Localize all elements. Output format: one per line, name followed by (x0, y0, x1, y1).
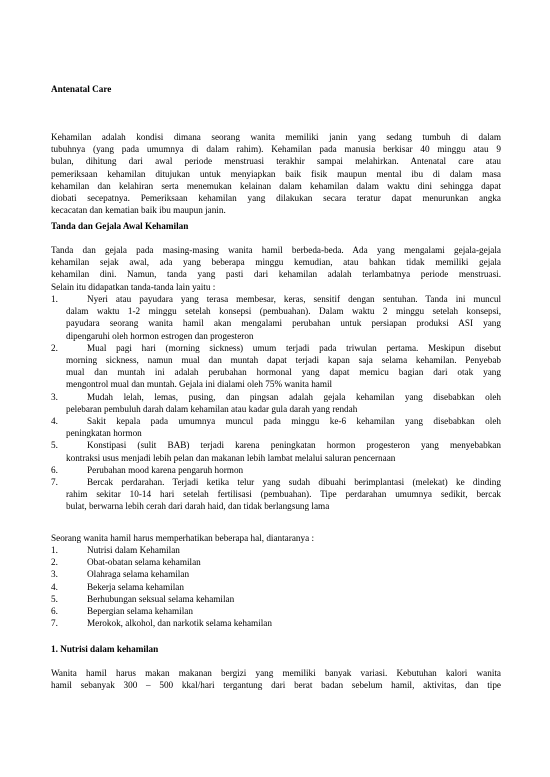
signs-intro-line: Selain itu didapatkan tanda-tanda lain yaitu : (51, 281, 216, 292)
list-number: 3. (51, 569, 58, 580)
list-number: 1. (51, 294, 58, 304)
list-number: 5. (51, 440, 58, 451)
list-item-text: Perubahan mood karena pengaruh hormon (87, 464, 244, 475)
list-item-text: Merokok, alkohol, dan narkotik selama kehamilan (87, 618, 272, 629)
intro-line: bulan, dihitung dari awal periode menstruasi terakhir sampai melahirkan. Antenatal care atau (51, 156, 501, 167)
list-item-text: Mudah lelah, lemas, pusing, dan pingsan adalah gejala kehamilan yang disebabkan oleh (87, 391, 501, 402)
list-item-text: Bepergian selama kehamilan (87, 606, 193, 616)
list-item-text: rahim sekitar 10-14 hari setelah fertilisasi (pembuahan). Tipe perdarahan umumnya sedikit, bercak (66, 489, 501, 500)
list-item-text: payudara seorang wanita hamil akan mengalami perubahan untuk persiapan produksi ASI yang (66, 318, 501, 329)
list-item-text: Bekerja selama kehamilan (87, 581, 184, 592)
list-number: 1. (51, 545, 58, 555)
list-item-text: Olahraga selama kehamilan (87, 569, 190, 580)
intro-line: pemeriksaan kehamilan ditujukan untuk menyiapkan baik fisik maupun mental ibu di dalam masa (51, 168, 501, 179)
list-item-text: Bercak perdarahan. Terjadi ketika telur yang sudah dibuahi berimplantasi (melekat) ke dinding (87, 477, 501, 487)
document-title: Antenatal Care (51, 84, 112, 94)
list-item-text: pelebaran pembuluh darah dalam kehamilan atau kadar gula darah yang rendah (66, 403, 358, 414)
list-item-text: dalam waktu 1-2 minggu setelah konsepsi (pembuahan). Dalam waktu 2 minggu setelah konsepsi, (66, 306, 501, 317)
signs-intro-line: kehamilan sejak awal, ada yang beberapa minggu kemudian, atau bahkan tidak memiliki gejala (51, 257, 501, 268)
intro-line: tubuhnya (yang pada umumnya di dalam rahim). Kehamilan pada manusia berkisar 40 minggu atau 9 (51, 144, 501, 155)
list-item-text: dipengaruhi oleh hormon estrogen dan progesteron (66, 330, 254, 341)
list-item-text: mengontrol mual dan muntah. Gejala ini dialami oleh 75% wanita hamil (66, 379, 333, 390)
list-item-text: mual dan muntah ini adalah perubahan hormonal yang dapat memicu bagian dari otak yang (66, 367, 501, 378)
signs-intro-line: Tanda dan gejala pada masing-masing wanita hamil berbeda-beda. Ada yang mengalami gejala-gejala (51, 245, 501, 255)
list-number: 5. (51, 593, 58, 604)
nutrition-line: hamil sebanyak 300 – 500 kkal/hari tergantung dari berat badan sebelum hamil, aktivitas, dan tipe (51, 680, 501, 691)
list-item-text: peningkatan hormon (66, 428, 142, 439)
list-item-text: Obat-obatan selama kehamilan (87, 557, 201, 568)
list-item-text: Nyeri atau payudara yang terasa membesar, keras, sensitif dengan sentuhan. Tanda ini muncul (87, 294, 501, 304)
list-number: 7. (51, 618, 58, 629)
list-number: 2. (51, 342, 58, 353)
list-number: 4. (51, 416, 58, 426)
list-number: 2. (51, 557, 58, 568)
list-item-text: Nutrisi dalam Kehamilan (87, 545, 180, 555)
section-heading-signs: Tanda dan Gejala Awal Kehamilan (51, 221, 189, 231)
list-number: 6. (51, 464, 58, 475)
intro-paragraph (51, 131, 501, 216)
attention-intro: Seorang wanita hamil harus memperhatikan beberapa hal, diantaranya : (51, 533, 315, 543)
list-item-text: Sakit kepala pada umumnya muncul pada minggu ke-6 kehamilan yang disebabkan oleh (87, 416, 501, 426)
signs-list (51, 293, 501, 525)
signs-intro-line: kehamilan dini. Namun, tanda yang pasti dari kehamilan adalah terlambatnya periode menstruasi. (51, 269, 501, 280)
list-item-text: kontraksi usus menjadi lebih pelan dan makanan lebih lambat melalui saluran pencernaan (66, 452, 396, 463)
list-item-text: Mual pagi hari (morning sickness) umum terjadi pada triwulan pertama. Meskipun disebut (87, 342, 501, 353)
intro-line: diobati secepatnya. Pemeriksaan kehamilan yang dilakukan secara teratur dapat menurunkan angka (51, 192, 501, 203)
section-heading-nutrition: 1. Nutrisi dalam kehamilan (51, 644, 159, 654)
signs-intro-paragraph (51, 244, 501, 293)
nutrition-paragraph (51, 667, 501, 691)
nutrition-line: Wanita hamil harus makan makanan bergizi yang memiliki banyak variasi. Kebutuhan kalori wanita (51, 668, 501, 678)
list-item-text: bulat, berwarna lebih cerah dari darah haid, dan tidak berlangsung lama (66, 501, 330, 512)
list-item-text: Berhubungan seksual selama kehamilan (87, 593, 235, 604)
list-number: 6. (51, 606, 58, 616)
list-number: 4. (51, 581, 58, 592)
list-number: 7. (51, 477, 58, 487)
list-item-text: morning sickness, namun mual dan muntah dapat terjadi kapan saja selama kehamilan. Penyebab (66, 354, 501, 365)
list-item-text: Konstipasi (sulit BAB) terjadi karena peningkatan hormon progesteron yang menyebabkan (87, 440, 501, 451)
intro-line: Kehamilan adalah kondisi dimana seorang wanita memiliki janin yang sedang tumbuh di dalam (51, 132, 501, 142)
attention-list (51, 544, 501, 630)
intro-line: kehamilan dan kelahiran serta menemukan kelainan dalam kehamilan dalam waktu dini sehingga dapat (51, 180, 501, 191)
intro-line: kecacatan dan kematian baik ibu maupun janin. (51, 205, 226, 216)
list-number: 3. (51, 391, 58, 402)
